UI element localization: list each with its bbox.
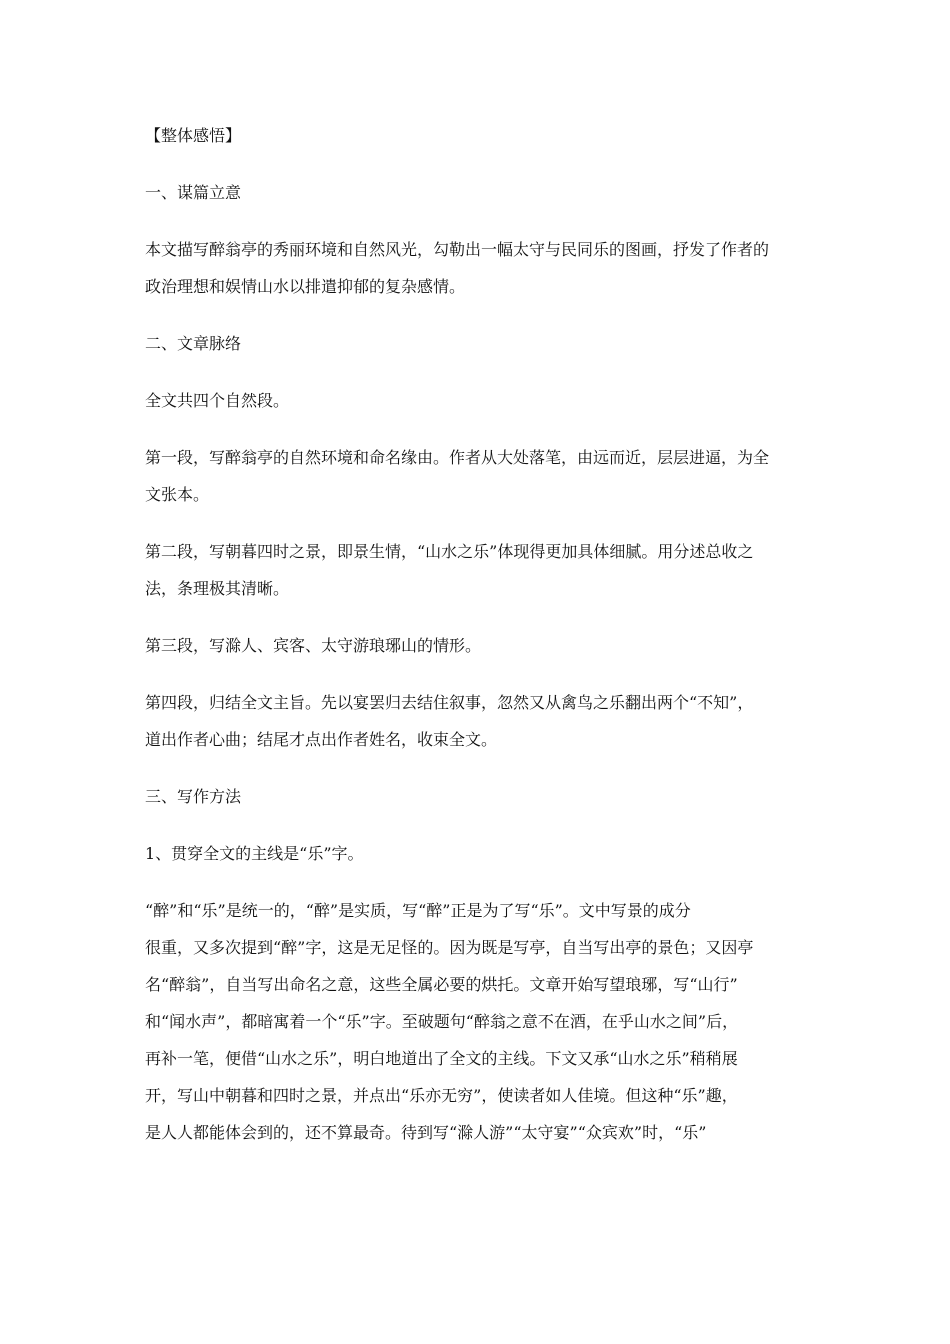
paragraph-line: 开，写山中朝暮和四时之景，并点出“乐亦无穷”，使读者如人佳境。但这种“乐”趣， <box>145 1086 738 1105</box>
section-title-purpose: 一、谋篇立意 <box>145 183 242 202</box>
paragraph-line: 第二段，写朝暮四时之景，即景生情，“山水之乐”体现得更加具体细腻。用分述总收之 <box>145 542 754 561</box>
document-page <box>145 117 805 1171</box>
paragraph-line: 法，条理极其清晰。 <box>145 579 290 598</box>
paragraph-line: 再补一笔，便借“山水之乐”，明白地道出了全文的主线。下文又承“山水之乐”稍稍展 <box>145 1049 738 1068</box>
section2-paragraph-2 <box>145 533 805 607</box>
section3-paragraph <box>145 892 805 1151</box>
paragraph-line: 本文描写醉翁亭的秀丽环境和自然风光，勾勒出一幅太守与民同乐的图画，抒发了作者的 <box>145 240 770 259</box>
section2-intro-block <box>145 382 805 419</box>
section2-paragraph-1 <box>145 439 805 513</box>
section-title-structure: 二、文章脉络 <box>145 334 242 353</box>
paragraph-line: “醉”和“乐”是统一的，“醉”是实质，写“醉”正是为了写“乐”。文中写景的成分 <box>145 901 691 920</box>
section3-item-1-block <box>145 835 805 872</box>
list-item: 1、贯穿全文的主线是“乐”字。 <box>145 844 364 863</box>
section2-paragraph-4 <box>145 684 805 758</box>
section-title-method: 三、写作方法 <box>145 787 242 806</box>
paragraph-line: 和“闻水声”，都暗寓着一个“乐”字。至破题句“醉翁之意不在酒，在乎山水之间”后， <box>145 1012 739 1031</box>
section1-title-block <box>145 174 805 211</box>
paragraph-line: 很重，又多次提到“醉”字，这是无足怪的。因为既是写亭，自当写出亭的景色；又因亭 <box>145 938 754 957</box>
paragraph-line: 文张本。 <box>145 485 210 504</box>
heading-block <box>145 117 805 154</box>
paragraph-line: 第一段，写醉翁亭的自然环境和命名缘由。作者从大处落笔，由远而近，层层进逼，为全 <box>145 448 770 467</box>
paragraph-line: 名“醉翁”，自当写出命名之意，这些全属必要的烘托。文章开始写望琅琊，写“山行” <box>145 975 738 994</box>
paragraph-line: 第四段，归结全文主旨。先以宴罢归去结住叙事，忽然又从禽鸟之乐翻出两个“不知”， <box>145 693 754 712</box>
paragraph-line: 第三段，写滁人、宾客、太守游琅琊山的情形。 <box>145 636 482 655</box>
section3-title-block <box>145 778 805 815</box>
section1-paragraph <box>145 231 805 305</box>
section2-title-block <box>145 325 805 362</box>
section-heading: 【整体感悟】 <box>145 126 242 145</box>
section2-paragraph-3 <box>145 627 805 664</box>
paragraph-line: 道出作者心曲；结尾才点出作者姓名，收束全文。 <box>145 730 498 749</box>
paragraph-line: 是人人都能体会到的，还不算最奇。待到写“滁人游”“太守宴”“众宾欢”时，“乐” <box>145 1123 707 1142</box>
paragraph-line: 全文共四个自然段。 <box>145 391 290 410</box>
paragraph-line: 政治理想和娱情山水以排遣抑郁的复杂感情。 <box>145 277 466 296</box>
